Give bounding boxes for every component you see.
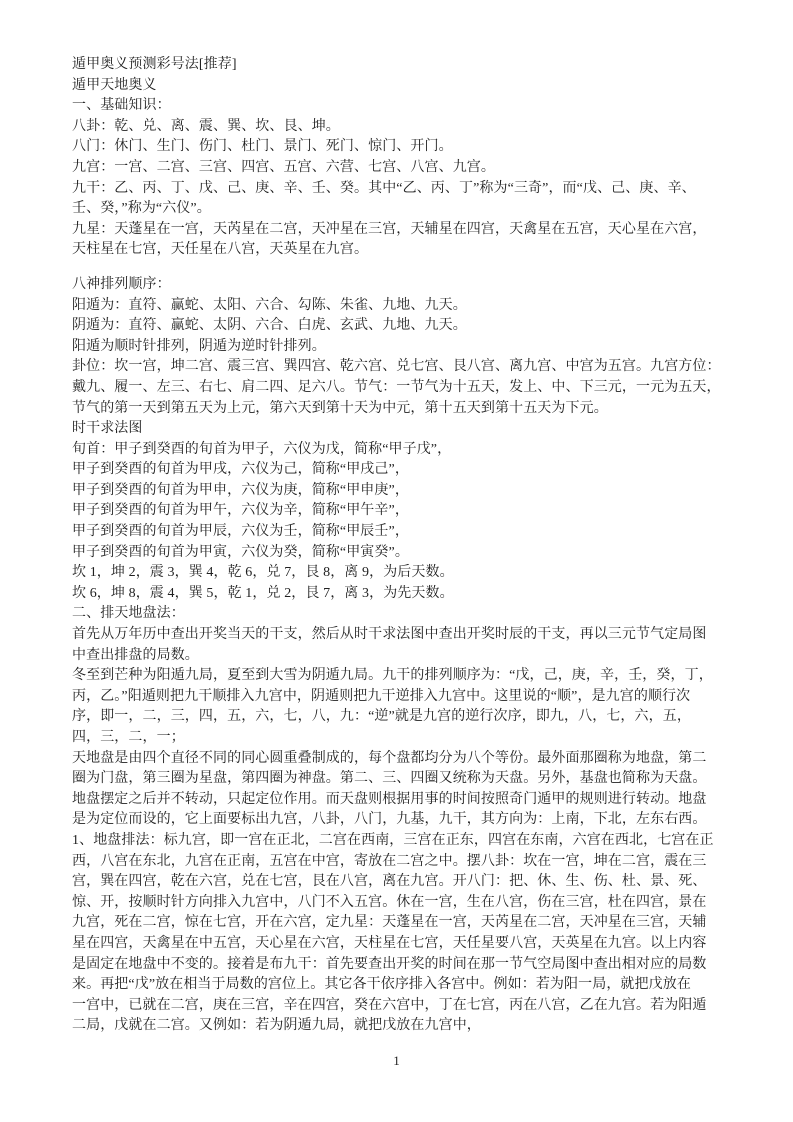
text-line: 1、地盘排法：标九宫，即一宫在正北，二宫在西南，三宫在正东，四宫在东南，六宫在西北，七宫在正 <box>72 832 714 848</box>
text-line: 阴遁为：直符、赢蛇、太阴、六合、白虎、玄武、九地、九天。 <box>72 318 467 334</box>
text-line: 来。再把“戊”放在相当于局数的宫位上。其它各干依序排入各宫中。例如：若为阳一局，就把戊放在 <box>72 977 691 993</box>
text-line: 丙，乙。”阳遁则把九干顺排入九宫中，阴遁则把九干逆排入九宫中。这里说的“顺”，是九宫的顺行次 <box>72 688 691 704</box>
text-line: 戴九、履一、左三、右七、肩二四、足六八。节气：一节气为十五天，发上、中、下三元，一元为五天， <box>72 379 721 395</box>
text-line: 甲子到癸酉的旬首为甲戌，六仪为己，简称“甲戌己”， <box>72 462 409 478</box>
text-line: 节气的第一天到第五天为上元，第六天到第十天为中元，第十五天到第十五天为下元。 <box>72 400 608 416</box>
text-line: 阳遁为顺时针排列，阴遁为逆时针排列。 <box>72 338 326 354</box>
text-line: 甲子到癸酉的旬首为甲午，六仪为辛，简称“甲午辛”， <box>72 503 409 519</box>
text-line: 九宫，死在二宫，惊在七宫，开在六宫，定九星：天蓬星在一宫，天芮星在二宫，天冲星在三宫，天辅 <box>72 915 707 931</box>
text-line: 二、排天地盘法： <box>72 606 185 622</box>
text-line: 甲子到癸酉的旬首为甲辰，六仪为壬，简称“甲辰壬”， <box>72 524 409 540</box>
text-line: 二局，戊就在二宫。又例如：若为阴遁九局，就把戊放在九宫中， <box>72 1018 481 1034</box>
text-line: 坎 6，坤 8，震 4，巽 5，乾 1，兑 2，艮 7，离 3，为先天数。 <box>72 585 454 601</box>
text-line: 首先从万年历中查出开奖当天的干支，然后从时干求法图中查出开奖时辰的干支，再以三元节气定局图 <box>72 627 707 643</box>
text-line: 遁甲天地奥义 <box>72 77 157 93</box>
text-line: 遁甲奥义预测彩号法[推荐] <box>72 57 237 72</box>
text-line: 一、基础知识： <box>72 98 171 114</box>
text-line: 甲子到癸酉的旬首为甲寅，六仪为癸，简称“甲寅癸”。 <box>72 544 409 560</box>
text-line: 旬首：甲子到癸酉的旬首为甲子，六仪为戊，简称“甲子戊”， <box>72 441 452 457</box>
text-line: 序，即一，二，三，四，五，六，七，八，九：“逆”就是九宫的逆行次序，即九，八，七，六，五， <box>72 709 691 725</box>
text-line: 惊、开，按顺时针方向排入九宫中，八门不入五宫。休在一宫，生在八宫，伤在三宫，杜在四宫，景在 <box>72 894 707 910</box>
text-line: 壬、癸，”称为“六仪”。 <box>72 201 211 217</box>
document-body <box>72 55 732 1037</box>
text-line: 时干求法图 <box>72 421 143 437</box>
text-line: 天地盘是由四个直径不同的同心圆重叠制成的，每个盘都均分为八个等份。最外面那圈称为地盘，第二 <box>72 750 707 766</box>
blank-line <box>72 261 732 275</box>
text-line: 是固定在地盘中不变的。接着是布九干：首先要查出开奖的时间在那一节气空局图中查出相对应的局数 <box>72 956 707 972</box>
text-line: 九干：乙、丙、丁、戊、己、庚、辛、壬、癸。其中“乙、丙、丁”称为“三奇”，而“戊、己、庚、辛、 <box>72 180 696 196</box>
text-line: 八门：休门、生门、伤门、杜门、景门、死门、惊门、开门。 <box>72 139 453 155</box>
text-line: 八卦：乾、兑、离、震、巽、坎、艮、坤。 <box>72 118 340 134</box>
text-line: 天柱星在七宫，天任星在八宫，天英星在九宫。 <box>72 242 369 258</box>
text-line: 中查出排盘的局数。 <box>72 647 199 663</box>
text-line: 一宫中，已就在二宫，庚在三宫，辛在四宫，癸在六宫中，丁在七宫，丙在八宫，乙在九宫。若为阳遁 <box>72 997 707 1013</box>
text-line: 坎 1，坤 2，震 3，巽 4，乾 6，兑 7，艮 8，离 9，为后天数。 <box>72 565 454 581</box>
text-line: 地盘摆定之后并不转动，只起定位作用。而天盘则根据用事的时间按照奇门遁甲的规则进行转动。地盘 <box>72 791 707 807</box>
text-line: 九星：天蓬星在一宫，天芮星在二宫，天冲星在三宫，天辅星在四宫，天禽星在五宫，天心星在六宫， <box>72 221 707 237</box>
text-line: 九宫：一宫、二宫、三宫、四宫、五宫、六营、七宫、八宫、九宫。 <box>72 159 495 175</box>
text-line: 是为定位而设的，它上面要标出九宫，八卦，八门，九基，九干，其方向为：上南，下北，左东右西。 <box>72 812 707 828</box>
text-line: 宫，巽在四宫，乾在六宫，兑在七宫，艮在八宫，离在九宫。开八门：把、休、生、伤、杜、景、死、 <box>72 874 707 890</box>
text-line: 西，八宫在东北，九宫在正南，五宫在中宫，寄放在二宫之中。摆八卦：坎在一宫，坤在二宫，震在三 <box>72 853 707 869</box>
text-line: 阳遁为：直符、赢蛇、太阳、六合、勾陈、朱雀、九地、九天。 <box>72 297 467 313</box>
page-number: 1 <box>393 1053 400 1068</box>
text-line: 圈为门盘，第三圈为星盘，第四圈为神盘。第二、三、四圈又统称为天盘。另外，基盘也简称为天盘。 <box>72 771 707 787</box>
text-line: 星在四宫，天禽星在中五宫，天心星在六宫，天柱星在七宫，天任星要八宫，天英星在九宫。以上内容 <box>72 935 707 951</box>
text-line: 卦位：坎一宫，坤二宫、震三宫、巽四宫、乾六宫、兑七宫、艮八宫、离九宫、中宫为五宫。九宫方位： <box>72 359 721 375</box>
text-line: 八神排列顺序： <box>72 276 171 292</box>
text-line: 甲子到癸酉的旬首为甲申，六仪为庚，简称“甲申庚”， <box>72 482 409 498</box>
text-line: 四，三，二，一； <box>72 730 185 745</box>
text-line: 冬至到芒种为阳遁九局，夏至到大雪为阴遁九局。九干的排列顺序为：“戊，己，庚，辛，壬，癸，丁， <box>72 668 713 684</box>
